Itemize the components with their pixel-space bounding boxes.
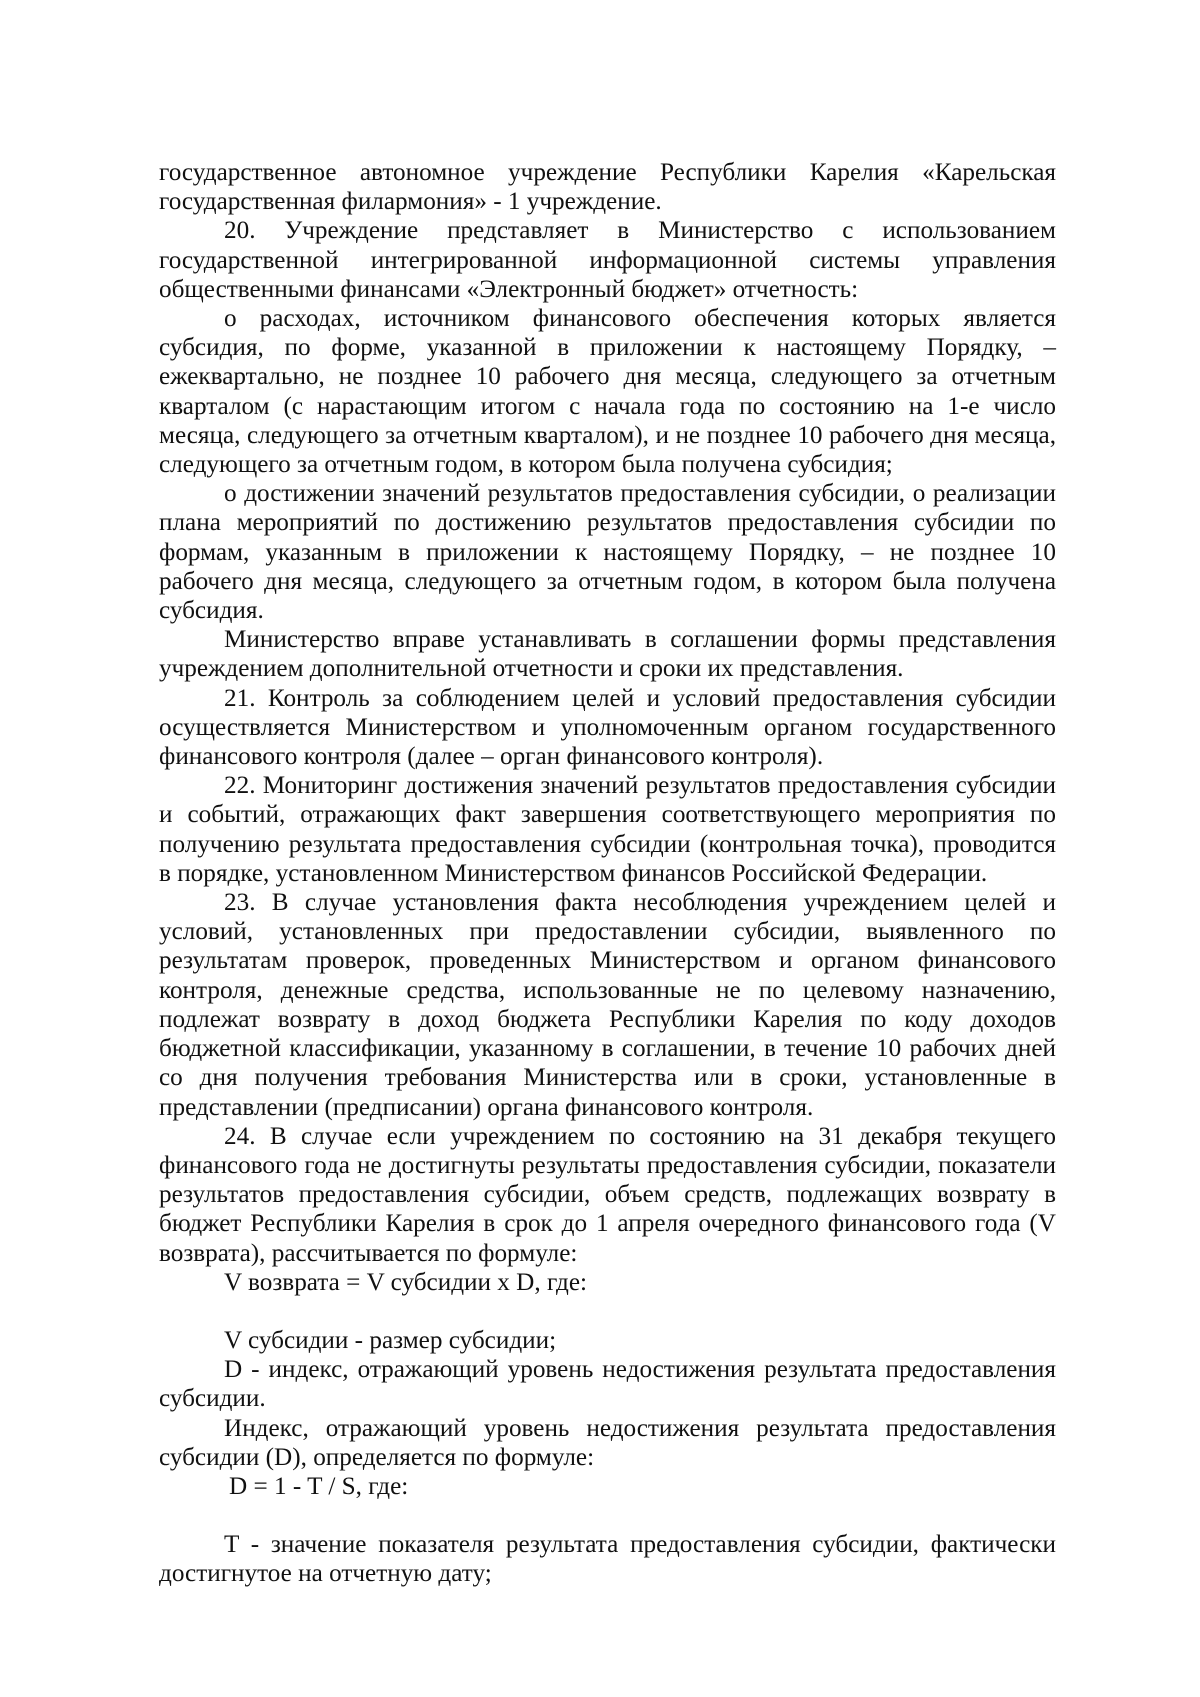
paragraph-22: 22. Мониторинг достижения значений результатов предоставления субсидии и событий, отражающих факт завершения соответствующего мероприятия по получению результата предоставления субсидии (контрольная точка), проводится в порядке, установленном Министерством финансов Российской Федерации. <box>159 772 1056 887</box>
paragraph-results-report: о достижении значений результатов предоставления субсидии, о реализации плана мероприятий по достижению результатов предоставления субсидии по формам, указанным в приложении к настоящему Порядку, – не позднее 10 рабочего дня месяца, следующего за отчетным годом, в котором была получена субсидия. <box>159 480 1056 625</box>
definition-v-subsidy: V субсидии - размер субсидии; <box>224 1326 557 1354</box>
paragraph-20: 20. Учреждение представляет в Министерство с использованием государственной интегрированной информационной системы управления общественными финансами «Электронный бюджет» отчетность: <box>159 217 1056 303</box>
paragraph-ministry-rights: Министерство вправе устанавливать в соглашении формы представления учреждением дополнительной отчетности и сроки их представления. <box>159 626 1056 683</box>
paragraph-24: 24. В случае если учреждением по состоянию на 31 декабря текущего финансового года не достигнуты результаты предоставления субсидии, показатели результатов предоставления субсидии, объем средств, подлежащих возврату в бюджет Республики Карелия в срок до 1 апреля очередного финансового года (V возврата), рассчитывается по формуле: <box>159 1122 1056 1267</box>
document-page <box>159 158 1056 1589</box>
paragraph-23: 23. В случае установления факта несоблюдения учреждением целей и условий, установленных при предоставлении субсидии, выявленного по результатам проверок, проведенных Министерством и органом финансового контроля, денежные средства, использованные не по целевому назначению, подлежат возврату в доход бюджета Республики Карелия по коду доходов бюджетной классификации, указанному в соглашении, в течение 10 рабочих дней со дня получения требования Министерства или в сроки, установленные в представлении (предписании) органа финансового контроля. <box>159 889 1056 1121</box>
definition-d-index: D - индекс, отражающий уровень недостижения результата предоставления субсидии. <box>159 1356 1056 1413</box>
formula-d: D = 1 - T / S, где: <box>229 1472 409 1500</box>
paragraph-21: 21. Контроль за соблюдением целей и условий предоставления субсидии осуществляется Министерством и уполномоченным органом государственного финансового контроля (далее – орган финансового контроля). <box>159 684 1056 771</box>
paragraph-index-formula-intro: Индекс, отражающий уровень недостижения результата предоставления субсидии (D), определяется по формуле: <box>159 1414 1056 1471</box>
formula-v-return: V возврата = V субсидии x D, где: <box>224 1268 588 1296</box>
paragraph-philharmonic: государственное автономное учреждение Республики Карелия «Карельская государственная филармония» - 1 учреждение. <box>159 159 1056 216</box>
paragraph-expenses-report: о расходах, источником финансового обеспечения которых является субсидия, по форме, указанной в приложении к настоящему Порядку, – ежеквартально, не позднее 10 рабочего дня месяца, следующего за отчетным кварталом (с нарастающим итогом с начала года по состоянию на 1-е число месяца, следующего за отчетным кварталом), и не позднее 10 рабочего дня месяца, следующего за отчетным годом, в котором была получена субсидия; <box>159 305 1056 479</box>
definition-t-value: T - значение показателя результата предоставления субсидии, фактически достигнутое на отчетную дату; <box>159 1531 1056 1588</box>
